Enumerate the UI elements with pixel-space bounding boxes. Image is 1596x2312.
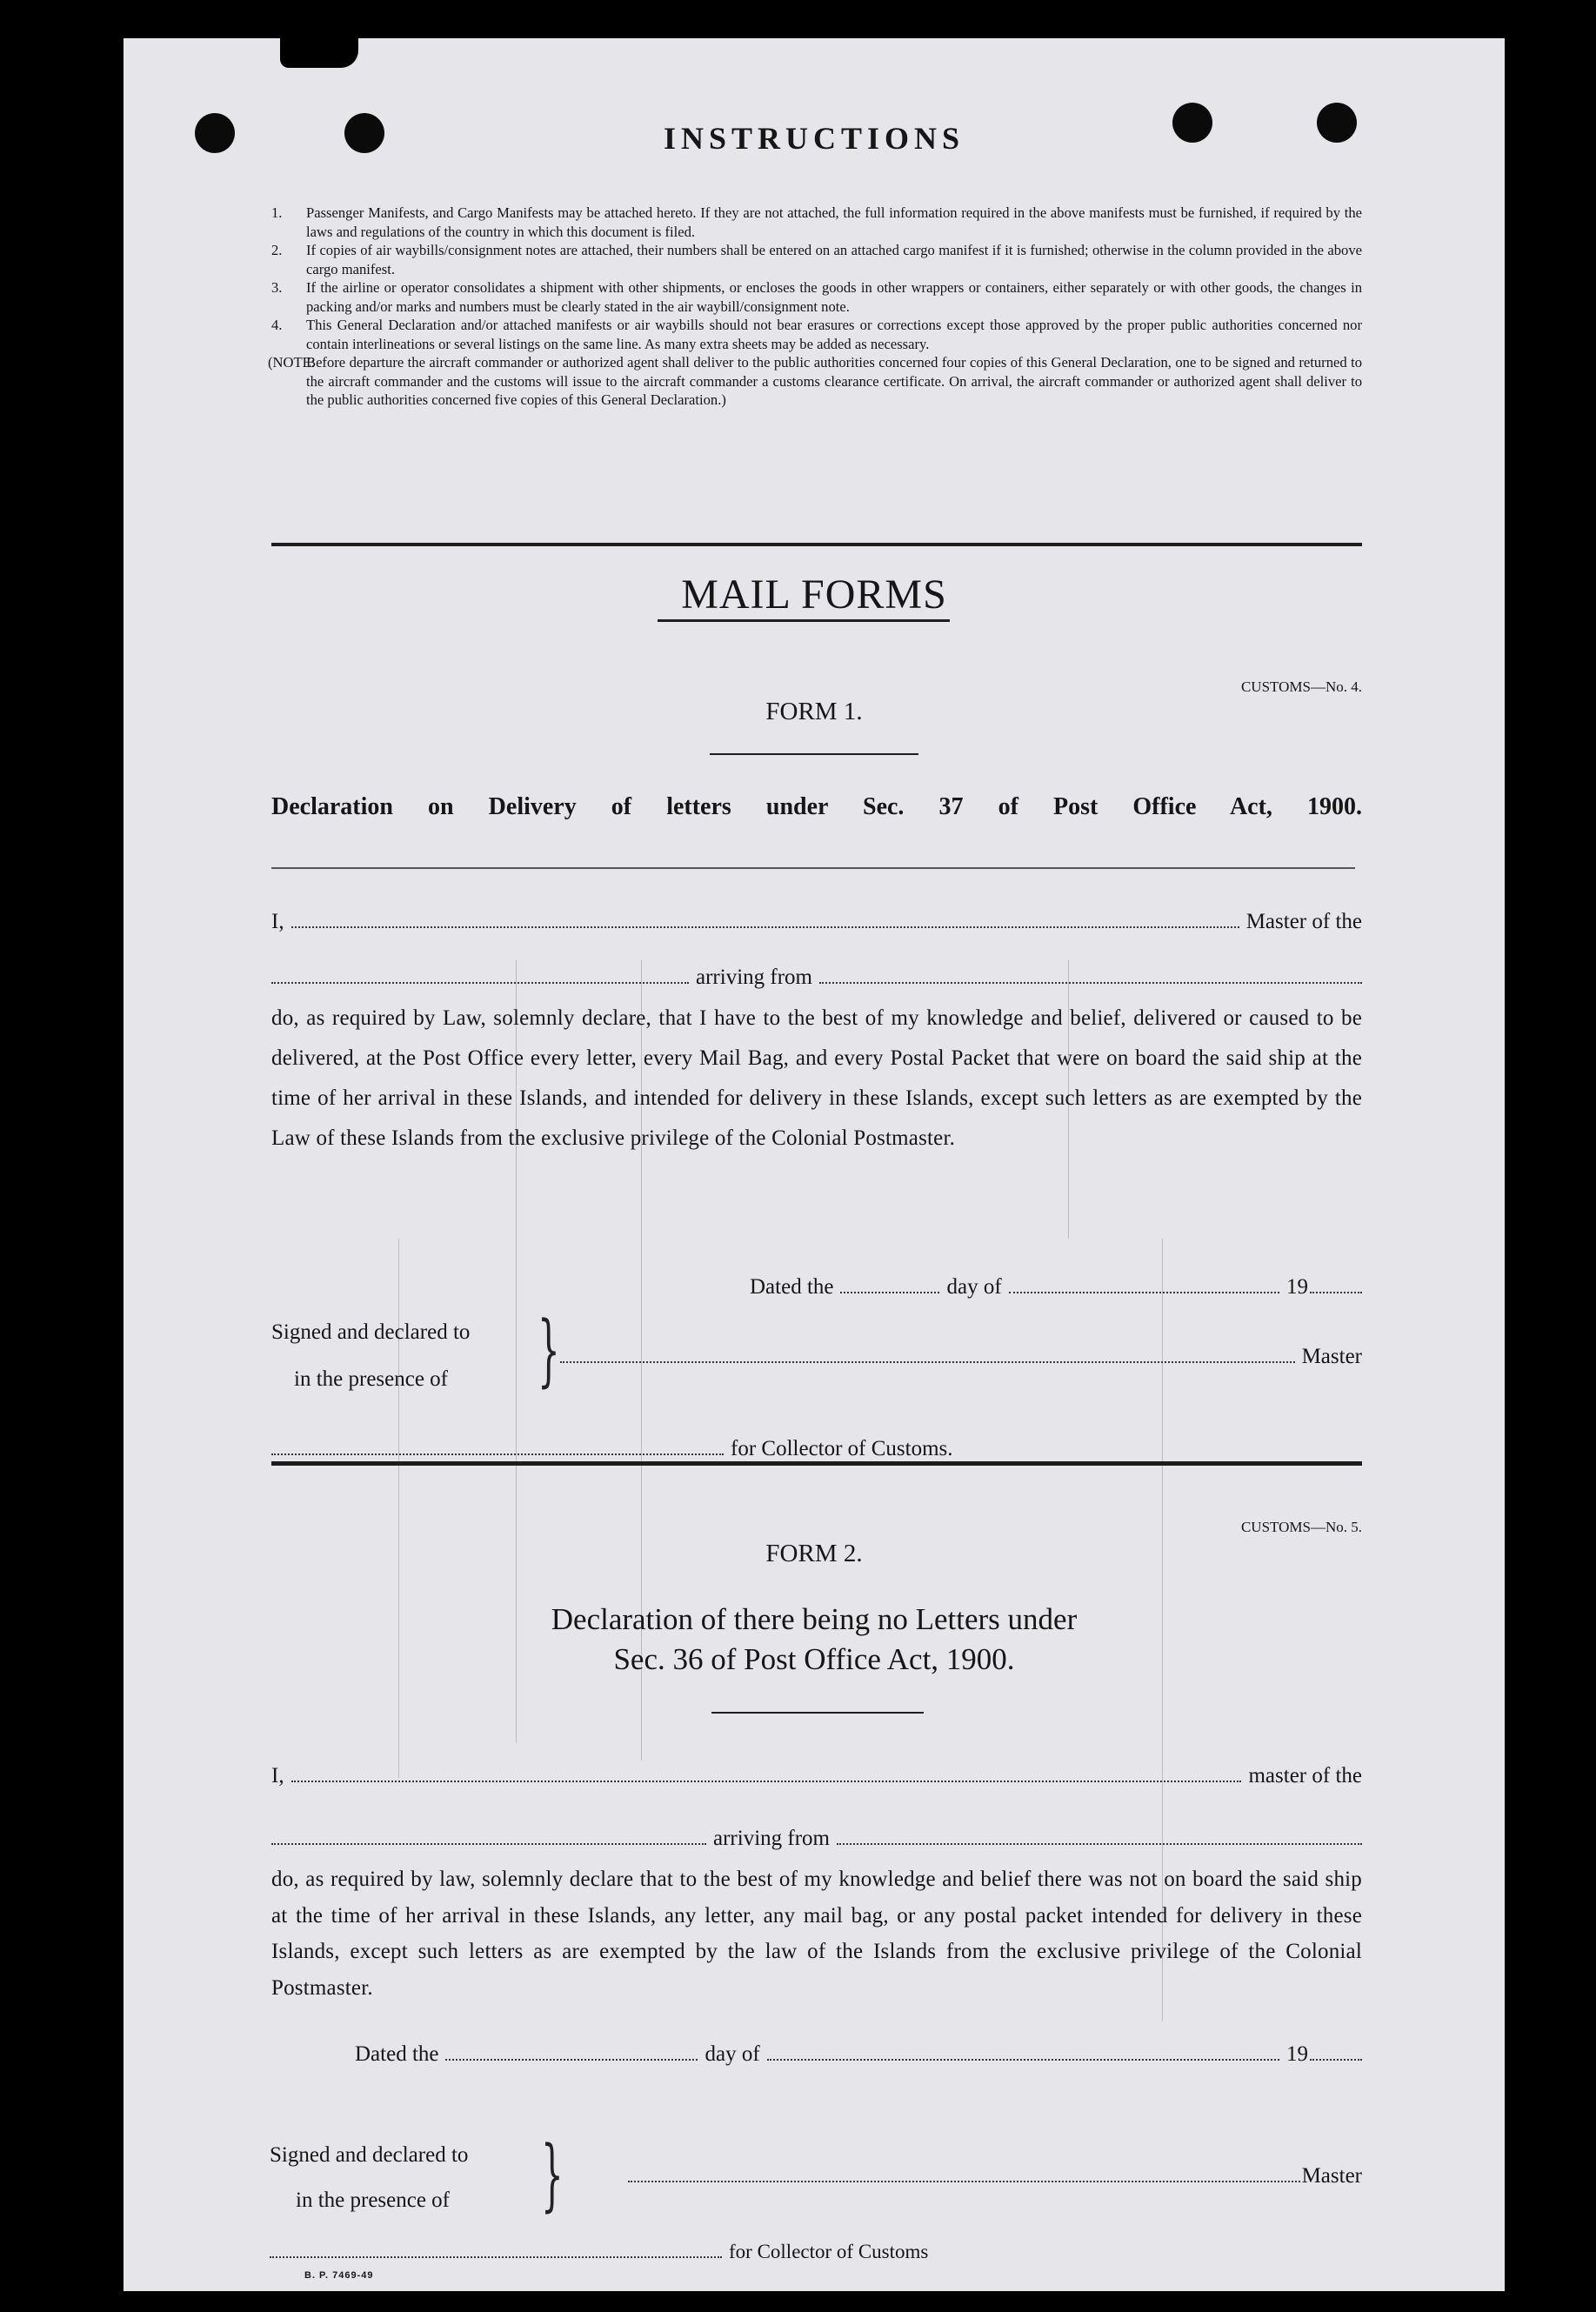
form1-origin-field[interactable]: [819, 982, 1362, 984]
instruction-number: 3.: [271, 279, 283, 296]
form-divider: [271, 1461, 1362, 1466]
form2-heading-line1: Declaration of there being no Letters under: [551, 1602, 1078, 1636]
instructions-list: [268, 204, 1362, 410]
instruction-text: Passenger Manifests, and Cargo Manifests may be attached hereto. If they are not attached, the full information required in the above manifests must be furnished, if required by the laws and regulations of the country in which this document is filed.: [306, 204, 1362, 240]
form1-collector-line: [271, 1437, 1141, 1461]
form1-dated-the: Dated the: [750, 1275, 834, 1299]
form1-master-signature-field[interactable]: [560, 1361, 1295, 1363]
form2-dated-line: [355, 2042, 1362, 2067]
form2-year-field[interactable]: [1310, 2059, 1362, 2061]
instruction-text: If the airline or operator consolidates a shipment with other shipments, or encloses the goods in other wrappers or containers, either separately or with other goods, the changes in packing and/or marks and numbers must be clearly stated in the air waybill/consignment note.: [306, 279, 1362, 315]
section-rule: [271, 543, 1362, 546]
form2-collector: for Collector of Customs: [729, 2241, 929, 2262]
instruction-text: If copies of air waybills/consignment notes are attached, their numbers shall be entered on an attached cargo manifest if it is furnished; otherwise in the column provided in the above cargo manifest.: [306, 242, 1362, 277]
fold-line: [398, 1239, 399, 1778]
form2-collector-line: [270, 2241, 1139, 2263]
instruction-number: 1.: [271, 204, 283, 221]
mail-forms-title: MAIL FORMS: [681, 571, 947, 618]
form1-master-line: [271, 910, 1362, 934]
instruction-item: [268, 353, 1362, 410]
form2-ship-field[interactable]: [271, 1843, 706, 1845]
form1-heading-rule: [271, 867, 1355, 869]
form2-brace: }: [541, 2129, 564, 2221]
form2-month-field[interactable]: [767, 2059, 1279, 2061]
instruction-text: This General Declaration and/or attached manifests or air waybills should not bear erasures or corrections except those approved by the proper public authorities concerned nor contain interlineations or several listings on the same line. As many extra sheets may be added as necessary.: [306, 317, 1362, 352]
form1-master-sign-line: [553, 1345, 1362, 1369]
form1-ship-field[interactable]: [271, 982, 689, 984]
form2-customs-ref: CUSTOMS—No. 5.: [1240, 1519, 1362, 1535]
instruction-number: (NOTE:: [268, 354, 316, 371]
document-page: [124, 38, 1505, 2291]
form2-master-of-the: master of the: [1248, 1764, 1362, 1787]
title-underline: [658, 619, 950, 622]
form2-year: 19: [1286, 2042, 1308, 2066]
form2-heading-rule: [711, 1712, 924, 1714]
form1-signed-line1: Signed and declared to: [271, 1320, 471, 1344]
form2-i-label: I,: [271, 1764, 284, 1787]
form1-heading: Declaration on Delivery of letters under Sec. 37 of Post Office Act, 1900.: [271, 793, 1362, 820]
form2-heading-line2: Sec. 36 of Post Office Act, 1900.: [613, 1642, 1015, 1676]
form2-day-field[interactable]: [445, 2059, 698, 2061]
form1-arriving-line: [271, 966, 1362, 990]
form1-title-rule: [710, 753, 918, 755]
form1-collector: for Collector of Customs.: [731, 1437, 953, 1460]
form1-name-field[interactable]: [291, 926, 1239, 928]
instruction-text: Before departure the aircraft commander or authorized agent shall deliver to the public authorities concerned four copies of this General Declaration, one to be signed and returned to the aircraft commander and the customs will issue to the aircraft commander a customs clearance certificate. On arrival, the aircraft commander or authorized agent shall deliver to the public authorities concerned five copies of this General Declaration.): [306, 354, 1362, 408]
form2-declaration: do, as required by law, solemnly declare that to the best of my knowledge and belief there was not on board the said ship at the time of her arrival in these Islands, any letter, any mail bag, or any postal packet intended for delivery in these Islands, except such letters as are exempted by the law of the Islands from the exclusive privilege of the Colonial Postmaster.: [271, 1868, 1362, 2000]
form2-master-line: [271, 1764, 1362, 1788]
form2-arriving-from: arriving from: [713, 1827, 830, 1850]
form1-customs-ref: CUSTOMS—No. 4.: [1240, 678, 1362, 695]
form2-name-field[interactable]: [291, 1781, 1242, 1782]
instruction-item: [271, 316, 1362, 353]
form1-year-field[interactable]: [1310, 1292, 1362, 1293]
instruction-number: 4.: [271, 317, 283, 333]
form1-master-of-the: Master of the: [1245, 910, 1362, 933]
form2-collector-field[interactable]: [270, 2256, 722, 2258]
instruction-item: [271, 278, 1362, 316]
form2-signed-line1: Signed and declared to: [270, 2143, 469, 2167]
form1-title: FORM 1.: [765, 698, 863, 725]
instruction-number: 2.: [271, 242, 283, 258]
form1-i-label: I,: [271, 910, 284, 933]
instruction-item: [271, 241, 1362, 278]
instructions-heading: INSTRUCTIONS: [663, 121, 965, 156]
form2-day-of: day of: [705, 2042, 760, 2066]
form1-year: 19: [1286, 1275, 1308, 1299]
form1-master: Master: [1301, 1345, 1362, 1368]
form2-arriving-line: [271, 1827, 1362, 1851]
form1-day-of: day of: [946, 1275, 1002, 1299]
form1-collector-field[interactable]: [271, 1453, 724, 1455]
instruction-item: [271, 204, 1362, 241]
print-code: B. P. 7469-49: [304, 2270, 374, 2281]
form1-month-field[interactable]: [1009, 1292, 1279, 1293]
form1-dated-line: [750, 1275, 1362, 1300]
form2-signed-line2: in the presence of: [296, 2188, 451, 2212]
form2-master-signature-field[interactable]: [628, 2181, 1300, 2182]
form2-dated-the: Dated the: [355, 2042, 439, 2066]
form2-master: Master: [1301, 2164, 1362, 2188]
form2-title: FORM 2.: [765, 1540, 863, 1567]
form2-master-sign-line: [628, 2164, 1362, 2188]
form1-arriving-from: arriving from: [696, 966, 812, 989]
form1-declaration: do, as required by Law, solemnly declare, that I have to the best of my knowledge and belief, delivered or caused to be delivered, at the Post Office every letter, every Mail Bag, and every Postal Packet that were on board the said ship at the time of her arrival in these Islands, and intended for delivery in these Islands, except such letters as are exempted by the Law of these Islands from the exclusive privilege of the Colonial Postmaster.: [271, 1006, 1362, 1150]
form2-origin-field[interactable]: [837, 1843, 1362, 1845]
form1-signed-line2: in the presence of: [294, 1367, 449, 1391]
form1-day-field[interactable]: [840, 1292, 939, 1293]
form1-brace: }: [538, 1305, 560, 1396]
torn-corner: [280, 38, 358, 68]
